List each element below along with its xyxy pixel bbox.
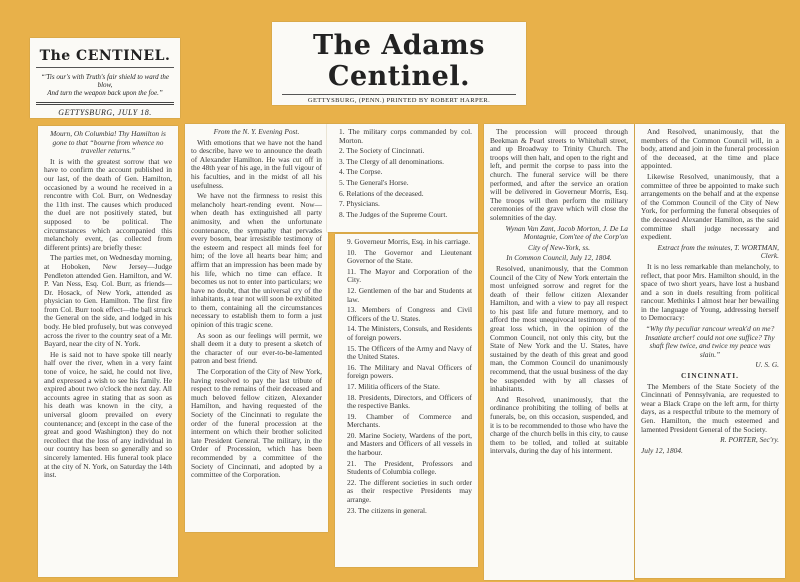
column-4-article	[484, 124, 634, 580]
column-5-extract-signature: Extract from the minutes, T. WORTMAN, Clerk.	[657, 242, 779, 261]
procession-item: 12. Gentlemen of the bar and Students at law.	[347, 285, 472, 304]
column-4-paragraph: Resolved, unanimously, that the Common Council of the City of New York entertain the most unfeigned sorrow and regret for the death of their fellow citizen Alexander Hamilton, and with a view to pay all respect to his past life and future memory, and to afford the most unequivocal testimony of the great loss which, in the opinion of the Common Council, not only this city, but the State of New York and the U. States, have sustained by the death of this great and good man, the Common Council do unanimously recommend, that the usual business of the day be suspended with by all classes of inhabitants.	[490, 263, 628, 394]
column-3-procession-list-continued	[335, 234, 478, 567]
procession-item: 5. The General's Horse.	[339, 177, 409, 187]
column-2-paragraph: With emotions that we have not the hand to describe, have we to announce the death of Alexander Hamilton. He was cut off in the 48th year of his age, in the full vigour of his faculties, and in the midst of all his usefulness.	[191, 137, 322, 190]
column-4-council-sub: In Common Council, July 12, 1804.	[506, 253, 612, 263]
procession-item: 21. The President, Professors and Students of Columbia college.	[347, 458, 472, 477]
masthead-small-clipping	[30, 38, 180, 118]
procession-item: 23. The citizens in general.	[347, 505, 427, 515]
procession-item: 20. Marine Society, Wardens of the port, and Masters and Officers of all vessels in the harbour.	[347, 430, 472, 458]
procession-item: 16. The Military and Naval Officers of foreign powers.	[347, 362, 472, 381]
procession-item: 22. The different societies in such order as their respective Presidents may arrange.	[347, 477, 472, 505]
column-2-article	[185, 124, 328, 532]
masthead-main-title: The Adams Centinel.	[313, 30, 485, 92]
column-5-paragraph: It is no less remarkable than melancholy, to reflect, that poor Mrs. Hamilton should, in the space of two short years, have lost a husband and a son in duels resulting from political rancour. Methinks I almost hear her bewailing in the language of Young, addressing herself to Democracy:	[641, 261, 779, 323]
column-1-paragraph: He is said not to have spoke till nearly half over the river, when in a very faint tone of voice, he said, he could not live, and expressed a wish to see his family. He expired about two o'clock the next day. All accounts agree in stating that as soon as his death was known in the city, a universal gloom prevailed on every countenance; and (except in the case of the great and good Washington) they do not recollect that the loss of any individual in our country has been so generally and so sincerely lamented. His funeral took place at the city of N. York, on Saturday the 14th inst.	[44, 349, 172, 480]
column-1-heading: Mourn, Oh Columbia! Thy Hamilton is gone to that “bourne from whence no traveller returns.”	[50, 129, 166, 156]
procession-item: 8. The Judges of the Supreme Court.	[339, 209, 448, 219]
procession-item: 13. Members of Congress and Civil Officers of the U. States.	[347, 305, 472, 323]
procession-item: 9. Governeur Morris, Esq. in his carriage.	[347, 237, 471, 246]
procession-item: 7. Physicians.	[339, 199, 380, 209]
column-5-paragraph: Likewise Resolved, unanimously, that a committee of three be appointed to make such arrangements on the behalf and at the expense of the Common Council of the City of New York, for performing the funeral obsequies of the deceased Alexander Hamilton, as the said committee shall judge necessary and expedient.	[641, 171, 779, 242]
procession-item: 6. Relations of the deceased.	[339, 188, 424, 198]
procession-item: 17. Militia officers of the State.	[347, 381, 440, 391]
column-4-paragraph: The procession will proceed through Beekman & Pearl streets to Whitehall street, and up Broadway to Trinity Church. The troops will then halt, and open to the right and left, and permit the corpse to pass into the church. The funeral service will be there performed, and after the service an oration will be delivered in Governeur Morris, Esq. The troops will then perform the military ceremonies of the grave which will close the solemnities of the day.	[490, 127, 628, 222]
procession-item: 18. Presidents, Directors, and Officers of the respective Banks.	[347, 392, 472, 411]
masthead-main-rule-top	[282, 94, 516, 95]
procession-item: 1. The military corps commanded by col. Morton.	[339, 127, 472, 145]
column-5-usg-signature: U. S. G.	[755, 360, 779, 370]
column-5-porter-date: July 12, 1804.	[641, 445, 683, 455]
column-3-procession-list	[327, 124, 478, 232]
masthead-small-double-rule	[36, 102, 174, 105]
column-4-signers: Wynan Van Zant, Jacob Morton, J. De La Montagnie, Com'tee of the Corp'on	[505, 223, 628, 242]
column-5-cincinnati-heading: CINCINNATI.	[681, 371, 739, 381]
column-1-paragraph: The parties met, on Wednesday morning, at Hoboken, New Jersey—Judge Pendleton attended Gen. Hamilton, and W. P. Van Ness, Esq. Col. Burr, as friends—Dr. Hosack, of New York, attended as physician to Gen. Hamilton. The first fire from Col. Burr took effect—the ball struck the General on the side, and lodged in his body. He bled profusely, but was conveyed across the river to the country seat of a Mr. Bayard, near the city of N. York.	[44, 253, 172, 349]
column-2-heading: From the N. Y. Evening Post.	[213, 127, 300, 136]
procession-item: 14. The Ministers, Consuls, and Residents of foreign powers.	[347, 324, 472, 342]
column-5-poem: “Why thy peculiar rancour wreak'd on me? Insatiate archer! could not one suffice? Thy shaft flew twice, and twice my peace was slain.”	[645, 324, 775, 359]
masthead-small-dateline: GETTYSBURG, JULY 18.	[58, 108, 152, 117]
procession-item: 3. The Clergy of all denominations.	[339, 156, 445, 166]
column-5-paragraph: The Members of the State Society of the Cincinnati of Pennsylvania, are requested to wear a Black Crape on the left arm, for thirty days, as a respectful tribute to the memory of Gen. Hamilton, the much esteemed and lamented President General of the Society.	[641, 381, 779, 434]
masthead-main-imprint: GETTYSBURG, (PENN.) PRINTED BY ROBERT HARPER.	[307, 97, 491, 104]
procession-item: 10. The Governor and Lieutenant Governor of the State.	[347, 247, 472, 266]
procession-item: 11. The Mayor and Corporation of the City.	[347, 266, 472, 285]
procession-item: 15. The Officers of the Army and Navy of the United States.	[347, 343, 472, 362]
column-1-paragraph: It is with the greatest sorrow that we have to confirm the account published in our last, of the death of Gen. Hamilton, occasioned by a wound he received in a rencontre with Col. Burr, on Wednesday the 11th inst. The causes which produced the duel are not positively stated, but supposed to be political. The circumstances which accompanied this melancholy event, (as collected from different prints) are briefly these:	[44, 156, 172, 252]
column-2-paragraph: The Corporation of the City of New York, having resolved to pay the last tribute of respect to the remains of their deceased and much beloved fellow citizen, Alexander Hamilton, and having requested of the Society of the Cincinnati to regulate the order of the funeral procession at the interment on which their brother solicited late President General. The military, in the Order of Procession, which has been recommended by a committee of the Society of Cincinnati, and adopted by a committee of the Corporation.	[191, 367, 322, 480]
column-5-porter-signature: R. PORTER, Sec'ry.	[720, 435, 779, 445]
column-1-article	[38, 126, 178, 577]
column-4-council-heading: City of New-York, ss.	[528, 242, 590, 252]
motto-line-1: “'Tis our's with Truth's fair shield to ward the blow,	[41, 73, 169, 89]
motto-line-2: And turn the weapon back upon the foe.”	[47, 89, 163, 97]
column-2-paragraph: As soon as our feelings will permit, we shall deem it a duty to present a sketch of the character of our ever-to-be-lamented patron and best friend.	[191, 330, 322, 366]
masthead-small-motto	[30, 71, 180, 99]
procession-item: 2. The Society of Cincinnati.	[339, 146, 425, 156]
column-2-paragraph: We have not the firmness to resist this melancholy heart-rending event. Now—when death has extinguished all party animosity, and when the unfortunate countenance, the sympathy that pervades every bosom, bear irresistible testimony of the esteem and respect all minds feel for him; of the love all hearts bear him; and affirm that an impression has been made by his life, which no time can efface. It becomes us not to enter into particulars; we have no doubt, that the universal cry of the inhabitants, a tear not will soon be exhibited to them, containing all the circumstances necessary to establish them to form a just opinion of this tragic scene.	[191, 191, 322, 330]
column-5-paragraph: And Resolved, unanimously, that the members of the Common Council will, in a body, attend and join in the funeral procession of the deceased, at the time and place appointed.	[641, 127, 779, 171]
column-4-paragraph: And Resolved, unanimously, that the ordinance prohibiting the tolling of bells at funerals, be, on this occasion, suspended, and it is to be recommended to those who have the charge of the church bells in this city, to cause them to be tolled, and tolled at suitable intervals, during the day of his interment.	[490, 394, 628, 456]
masthead-main-clipping	[272, 22, 526, 105]
procession-item: 4. The Corpse.	[339, 167, 383, 177]
procession-item: 19. Chamber of Commerce and Merchants.	[347, 411, 472, 430]
masthead-small-rule	[36, 67, 174, 68]
column-5-article	[635, 124, 785, 578]
masthead-small-title: The CENTINEL.	[39, 48, 171, 64]
